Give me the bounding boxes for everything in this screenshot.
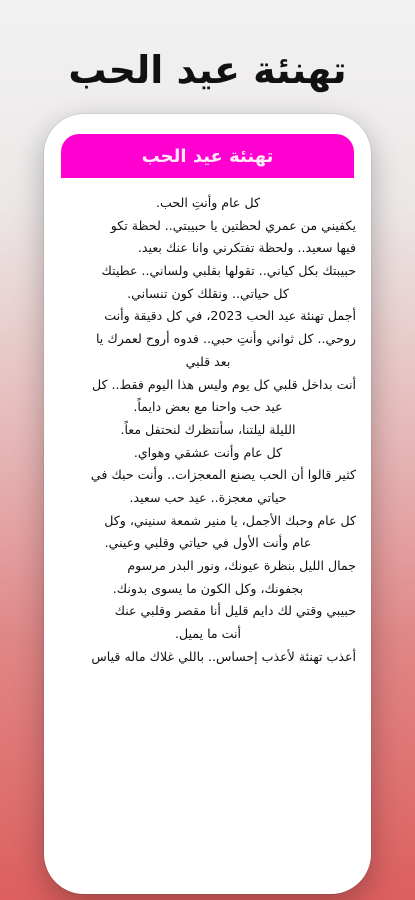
text-line: حبيبي وقتي لك دايم قليل أنا مقصر وقلبي عنك (114, 603, 356, 619)
text-line: فيها سعيد.. ولحظة تفتكرني وانا عنك بعيد. (137, 240, 356, 256)
text-line: حبيبتك بكل كياني.. تقولها بقلبي ولساني.. عطيتك (101, 263, 356, 279)
text-line: أنت بداخل قلبي كل يوم وليس هذا اليوم فقط.. كل (91, 376, 356, 392)
text-line: كل حياتي.. ونقلك كون تنساني. (127, 285, 289, 301)
message-list[interactable] (60, 192, 356, 882)
page-title: تهنئة عيد الحب (68, 48, 347, 92)
text-line: كل عام وأنت عشقي وهواي. (133, 444, 283, 460)
text-line: جمال الليل بنظرة عيونك، ونور البدر مرسوم (127, 558, 356, 573)
text-line: بعد قلبي (185, 353, 231, 369)
text-line: عام وأنت الأول في حياتي وقلبي وعيني. (104, 535, 312, 551)
text-line: الليلة ليلتنا، سأنتظرك لنحتفل معاً. (120, 421, 296, 437)
text-line: أعذب تهنئة لأعذب إحساس.. باللي غلاك ماله قياس (91, 648, 356, 664)
text-line: كل عام وأنتِ الحب. (156, 195, 260, 210)
text-line: كثير قالوا أن الحب يصنع المعجزات.. وأنت حبك في (90, 467, 356, 483)
app-bar (61, 134, 354, 178)
text-line: حياتي معجزة.. عيد حب سعيد. (129, 489, 287, 505)
phone-frame (44, 114, 371, 894)
text-line: روحي.. كل ثواني وأنتِ حبي.. فدوه أروح لعمرك يا (95, 331, 356, 347)
text-line: بجفونك، وكل الكون ما يسوى بدونك. (112, 580, 304, 596)
text-line: أنت ما يميل. (174, 626, 242, 642)
text-line: عيد حب واحنا مع بعض دايماً. (133, 399, 283, 415)
app-bar-title: تهنئة عيد الحب (141, 145, 274, 167)
text-line: أجمل تهنئة عيد الحب 2023، في كل دقيقة وأنت (104, 308, 356, 324)
text-line: كل عام وحبك الأجمل، يا منير شمعة سنيني، وكل (104, 512, 356, 528)
text-line: يكفيني من عمري لحظتين يا حبيبتي.. لحظة تكو (110, 217, 356, 233)
